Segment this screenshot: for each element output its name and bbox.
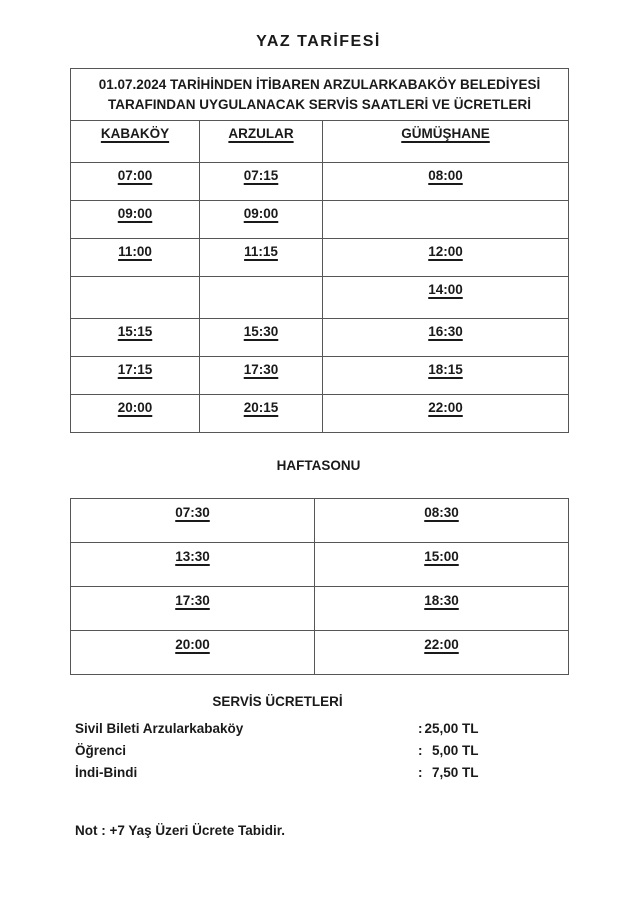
- column-header-label: GÜMÜŞHANE: [401, 126, 490, 141]
- column-header-label: ARZULAR: [228, 126, 294, 141]
- schedule-cell: [200, 357, 323, 395]
- time-value: 15:30: [243, 324, 279, 339]
- weekend-schedule-table: [70, 498, 569, 675]
- schedule-cell: [71, 277, 200, 319]
- schedule-cell: [71, 319, 200, 357]
- footnote: Not : +7 Yaş Üzeri Ücrete Tabidir.: [75, 823, 285, 838]
- time-value: 11:15: [244, 244, 278, 259]
- fee-separator: :: [418, 721, 423, 736]
- fee-amount: 25,00 TL: [424, 721, 479, 736]
- schedule-cell: [71, 239, 200, 277]
- fee-amount: 7,50 TL: [431, 765, 479, 780]
- schedule-cell: [315, 587, 569, 631]
- time-value: 17:15: [117, 362, 153, 377]
- table-row: [71, 357, 569, 395]
- time-value: 17:30: [175, 593, 210, 608]
- fee-separator: :: [418, 765, 423, 780]
- schedule-cell: [323, 277, 569, 319]
- time-value: 20:00: [117, 400, 153, 415]
- schedule-cell: [323, 201, 569, 239]
- fee-item: [75, 740, 480, 762]
- schedule-cell: [315, 543, 569, 587]
- table-row: [71, 395, 569, 433]
- column-header-label: KABAKÖY: [100, 126, 170, 141]
- schedule-cell: [315, 499, 569, 543]
- time-value: 17:30: [243, 362, 279, 377]
- schedule-cell: [323, 319, 569, 357]
- schedule-cell: [315, 631, 569, 675]
- schedule-cell: [71, 543, 315, 587]
- table-row: [71, 587, 569, 631]
- column-header-kabakoy: [71, 121, 200, 163]
- schedule-cell: [200, 239, 323, 277]
- time-value: 14:00: [428, 282, 463, 297]
- weekend-heading: HAFTASONU: [276, 458, 361, 473]
- time-value: 07:00: [117, 168, 153, 183]
- column-header-row: [71, 121, 569, 163]
- schedule-cell: [71, 357, 200, 395]
- time-value: 09:00: [117, 206, 153, 221]
- page-title: YAZ TARİFESİ: [256, 33, 381, 50]
- schedule-cell: [71, 499, 315, 543]
- time-value: 09:00: [243, 206, 279, 221]
- table-row: [71, 277, 569, 319]
- time-value: 22:00: [428, 400, 463, 415]
- schedule-cell: [71, 587, 315, 631]
- fee-item: [75, 762, 480, 784]
- service-fees-section: [75, 694, 480, 784]
- time-value: 11:00: [118, 244, 152, 259]
- schedule-cell: [71, 395, 200, 433]
- table-row: [71, 201, 569, 239]
- schedule-cell: [71, 163, 200, 201]
- time-value: 08:30: [424, 505, 459, 520]
- table-row: [71, 239, 569, 277]
- schedule-cell: [323, 163, 569, 201]
- weekday-schedule-table: [70, 68, 569, 433]
- time-value: 20:00: [175, 637, 210, 652]
- time-value: 20:15: [243, 400, 279, 415]
- time-value: 18:30: [424, 593, 459, 608]
- schedule-cell: [200, 395, 323, 433]
- schedule-cell: [200, 277, 323, 319]
- fee-label: İndi-Bindi: [75, 765, 138, 780]
- fee-label: Sivil Bileti Arzularkabaköy: [75, 721, 244, 736]
- table-row: [71, 319, 569, 357]
- time-value: 12:00: [428, 244, 463, 259]
- table-row: [71, 631, 569, 675]
- time-value: 15:00: [424, 549, 459, 564]
- time-value: 18:15: [428, 362, 463, 377]
- schedule-cell: [323, 357, 569, 395]
- fee-label: Öğrenci: [75, 743, 127, 758]
- schedule-cell: [323, 239, 569, 277]
- fee-separator: :: [418, 743, 423, 758]
- column-header-gumushane: [323, 121, 569, 163]
- fee-item: [75, 718, 480, 740]
- time-value: 07:30: [175, 505, 210, 520]
- table-header-row: [71, 69, 569, 121]
- time-value: 15:15: [117, 324, 153, 339]
- schedule-cell: [71, 201, 200, 239]
- time-value: 08:00: [428, 168, 463, 183]
- time-value: 07:15: [243, 168, 279, 183]
- schedule-cell: [71, 631, 315, 675]
- table-row: [71, 163, 569, 201]
- time-value: 16:30: [428, 324, 463, 339]
- table-row: [71, 543, 569, 587]
- fee-amount: 5,00 TL: [431, 743, 479, 758]
- schedule-cell: [323, 395, 569, 433]
- time-value: 13:30: [175, 549, 210, 564]
- column-header-arzular: [200, 121, 323, 163]
- table-header-text: 01.07.2024 TARİHİNDEN İTİBAREN ARZULARKABAKÖY BELEDİYESİ TARAFINDAN UYGULANACAK SERVİS SAATLERİ VE ÜCRETLERİ: [71, 69, 569, 121]
- schedule-cell: [200, 201, 323, 239]
- schedule-cell: [200, 319, 323, 357]
- fees-heading: SERVİS ÜCRETLERİ: [212, 694, 343, 709]
- time-value: 22:00: [424, 637, 459, 652]
- table-row: [71, 499, 569, 543]
- schedule-cell: [200, 163, 323, 201]
